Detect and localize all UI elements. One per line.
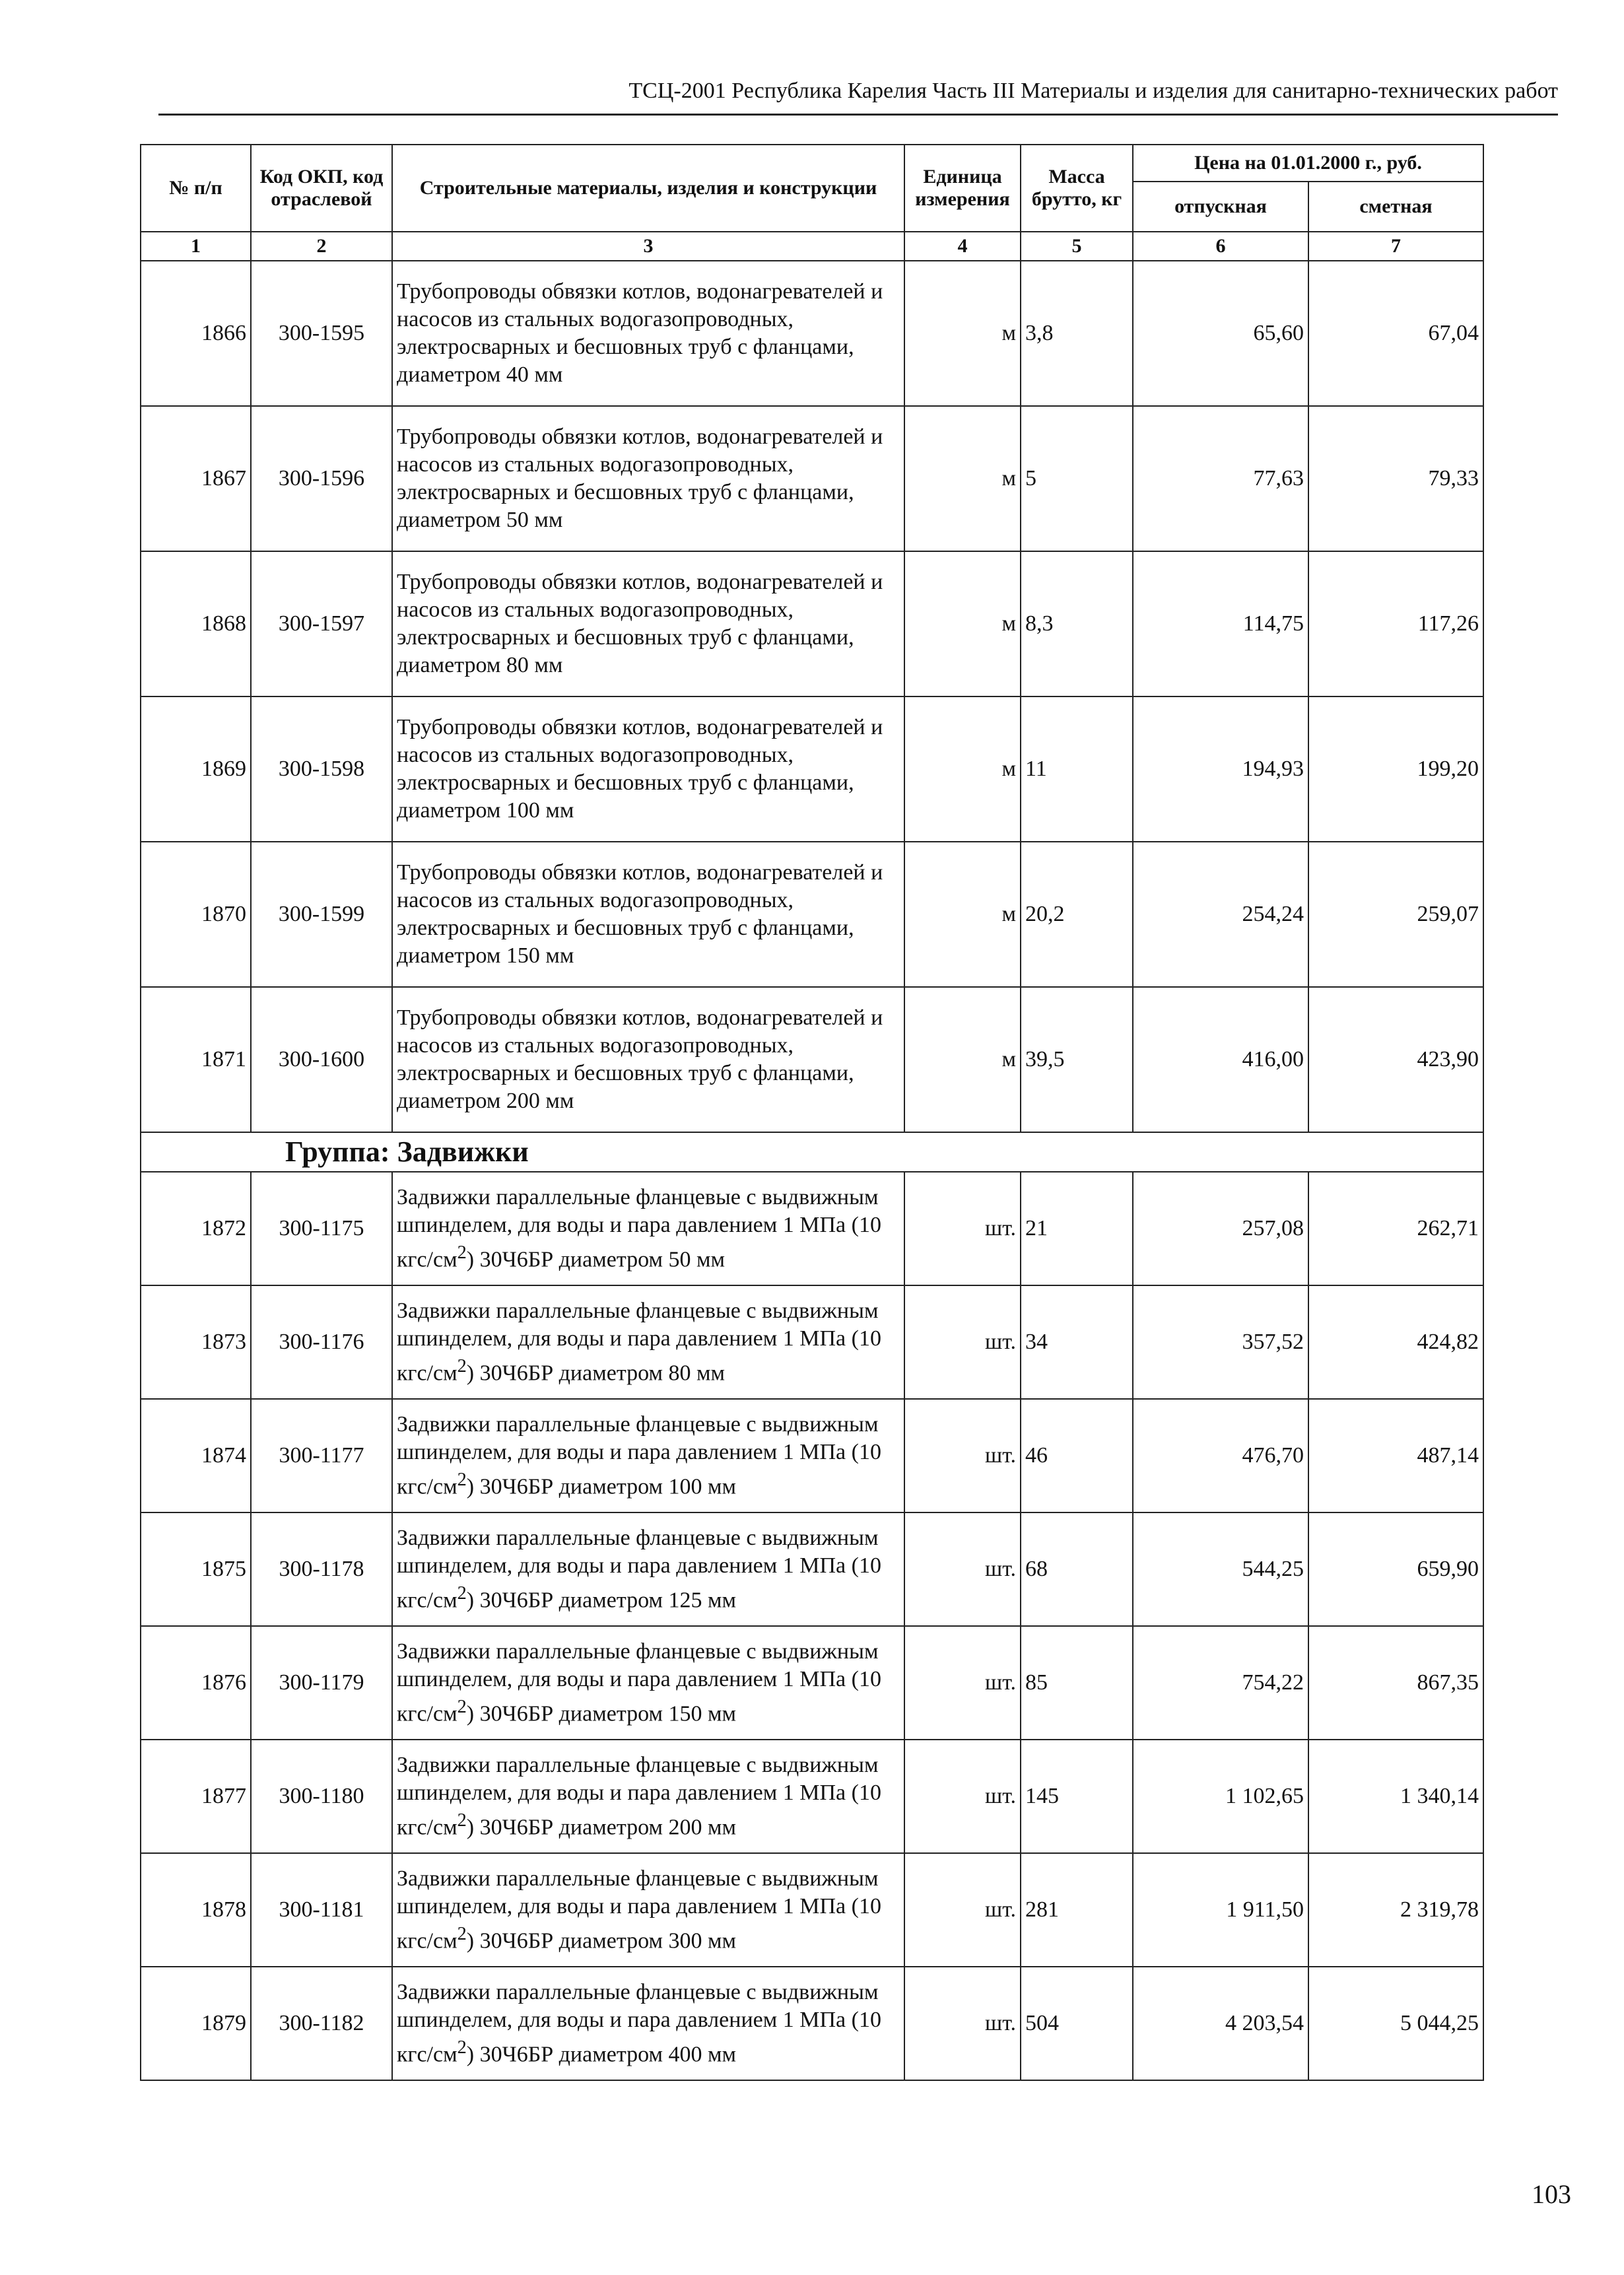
cell-num: 1874: [141, 1399, 251, 1512]
col-header-price-est: сметная: [1308, 182, 1483, 232]
cell-mass: 5: [1021, 406, 1133, 551]
desc-superscript: 2: [457, 1242, 467, 1263]
cell-price-est: 262,71: [1308, 1172, 1483, 1285]
table-row: [141, 1740, 1483, 1853]
cell-unit: м: [904, 551, 1021, 696]
cell-desc: Трубопроводы обвязки котлов, водонагревателей и насосов из стальных водогазопроводных, электросварных и бесшовных труб с фланцами, диаметром 100 мм: [392, 696, 904, 842]
desc-text-tail: ) 30Ч6БР диаметром 125 мм: [466, 1588, 736, 1613]
cell-code: 300-1176: [251, 1285, 392, 1399]
cell-num: 1879: [141, 1967, 251, 2080]
cell-mass: 504: [1021, 1967, 1133, 2080]
cell-mass: 34: [1021, 1285, 1133, 1399]
cell-unit: шт.: [904, 1399, 1021, 1512]
cell-desc: [392, 1285, 904, 1399]
cell-unit: шт.: [904, 1285, 1021, 1399]
desc-text: Задвижки параллельные фланцевые с выдвижным шпинделем, для воды и пара давлением 1 МПа (10 кгс/см: [397, 1866, 881, 1953]
cell-price-sale: 194,93: [1133, 696, 1308, 842]
cell-price-sale: 4 203,54: [1133, 1967, 1308, 2080]
cell-num: 1876: [141, 1626, 251, 1740]
cell-price-est: 424,82: [1308, 1285, 1483, 1399]
desc-text: Задвижки параллельные фланцевые с выдвижным шпинделем, для воды и пара давлением 1 МПа (10 кгс/см: [397, 1298, 881, 1386]
cell-price-est: 659,90: [1308, 1512, 1483, 1626]
cell-unit: м: [904, 987, 1021, 1132]
col-number: 3: [392, 232, 904, 261]
cell-desc: [392, 1399, 904, 1512]
col-header-mass: Масса брутто, кг: [1021, 145, 1133, 232]
cell-unit: м: [904, 406, 1021, 551]
cell-desc: Трубопроводы обвязки котлов, водонагревателей и насосов из стальных водогазопроводных, электросварных и бесшовных труб с фланцами, диаметром 50 мм: [392, 406, 904, 551]
cell-mass: 21: [1021, 1172, 1133, 1285]
cell-price-est: 423,90: [1308, 987, 1483, 1132]
group-row: [141, 1132, 1483, 1172]
cell-code: 300-1598: [251, 696, 392, 842]
cell-mass: 20,2: [1021, 842, 1133, 987]
cell-price-est: 79,33: [1308, 406, 1483, 551]
cell-unit: шт.: [904, 1172, 1021, 1285]
cell-mass: 46: [1021, 1399, 1133, 1512]
cell-num: 1878: [141, 1853, 251, 1967]
cell-code: 300-1179: [251, 1626, 392, 1740]
cell-price-est: 867,35: [1308, 1626, 1483, 1740]
cell-price-sale: 1 911,50: [1133, 1853, 1308, 1967]
cell-unit: шт.: [904, 1967, 1021, 2080]
cell-num: 1877: [141, 1740, 251, 1853]
col-number: 6: [1133, 232, 1308, 261]
table-row: [141, 1285, 1483, 1399]
col-header-code: Код ОКП, код отраслевой: [251, 145, 392, 232]
table-row: [141, 1512, 1483, 1626]
cell-num: 1868: [141, 551, 251, 696]
cell-num: 1866: [141, 261, 251, 406]
cell-price-sale: 357,52: [1133, 1285, 1308, 1399]
cell-unit: шт.: [904, 1853, 1021, 1967]
desc-superscript: 2: [457, 1582, 467, 1604]
cell-price-sale: 416,00: [1133, 987, 1308, 1132]
cell-price-est: 117,26: [1308, 551, 1483, 696]
cell-num: 1869: [141, 696, 251, 842]
cell-desc: [392, 1740, 904, 1853]
cell-price-sale: 65,60: [1133, 261, 1308, 406]
desc-text-tail: ) 30Ч6БР диаметром 300 мм: [466, 1928, 736, 1953]
cell-code: 300-1597: [251, 551, 392, 696]
cell-mass: 11: [1021, 696, 1133, 842]
cell-code: 300-1182: [251, 1967, 392, 2080]
cell-mass: 281: [1021, 1853, 1133, 1967]
table-row: [141, 987, 1483, 1132]
table-row: [141, 696, 1483, 842]
cell-desc: Трубопроводы обвязки котлов, водонагревателей и насосов из стальных водогазопроводных, электросварных и бесшовных труб с фланцами, диаметром 150 мм: [392, 842, 904, 987]
desc-superscript: 2: [457, 2037, 467, 2058]
cell-price-est: 199,20: [1308, 696, 1483, 842]
desc-text: Задвижки параллельные фланцевые с выдвижным шпинделем, для воды и пара давлением 1 МПа (10 кгс/см: [397, 1525, 881, 1613]
cell-code: 300-1599: [251, 842, 392, 987]
cell-price-sale: 257,08: [1133, 1172, 1308, 1285]
cell-price-est: 5 044,25: [1308, 1967, 1483, 2080]
desc-text-tail: ) 30Ч6БР диаметром 150 мм: [466, 1701, 736, 1726]
cell-code: 300-1178: [251, 1512, 392, 1626]
cell-price-est: 67,04: [1308, 261, 1483, 406]
cell-num: 1867: [141, 406, 251, 551]
cell-mass: 3,8: [1021, 261, 1133, 406]
cell-num: 1871: [141, 987, 251, 1132]
desc-text-tail: ) 30Ч6БР диаметром 200 мм: [466, 1815, 736, 1840]
desc-text-tail: ) 30Ч6БР диаметром 100 мм: [466, 1474, 736, 1499]
desc-text: Задвижки параллельные фланцевые с выдвижным шпинделем, для воды и пара давлением 1 МПа (10 кгс/см: [397, 1184, 881, 1272]
cell-num: 1872: [141, 1172, 251, 1285]
cell-price-sale: 476,70: [1133, 1399, 1308, 1512]
group-heading-cell: [141, 1132, 1483, 1172]
table-row: [141, 1853, 1483, 1967]
col-number: 5: [1021, 232, 1133, 261]
group-title: Группа: Задвижки: [285, 1136, 529, 1168]
column-number-row: [141, 232, 1483, 261]
col-number: 2: [251, 232, 392, 261]
desc-text-tail: ) 30Ч6БР диаметром 80 мм: [466, 1361, 725, 1386]
cell-price-sale: 254,24: [1133, 842, 1308, 987]
desc-superscript: 2: [457, 1469, 467, 1490]
col-number: 1: [141, 232, 251, 261]
table-row: [141, 261, 1483, 406]
cell-desc: [392, 1967, 904, 2080]
cell-mass: 145: [1021, 1740, 1133, 1853]
cell-num: 1870: [141, 842, 251, 987]
cell-num: 1875: [141, 1512, 251, 1626]
cell-unit: м: [904, 842, 1021, 987]
cell-num: 1873: [141, 1285, 251, 1399]
cell-code: 300-1596: [251, 406, 392, 551]
cell-desc: Трубопроводы обвязки котлов, водонагревателей и насосов из стальных водогазопроводных, электросварных и бесшовных труб с фланцами, диаметром 200 мм: [392, 987, 904, 1132]
table-row: [141, 842, 1483, 987]
cell-desc: Трубопроводы обвязки котлов, водонагревателей и насосов из стальных водогазопроводных, электросварных и бесшовных труб с фланцами, диаметром 40 мм: [392, 261, 904, 406]
cell-desc: [392, 1512, 904, 1626]
cell-price-sale: 1 102,65: [1133, 1740, 1308, 1853]
page-number: 103: [1532, 2179, 1571, 2209]
desc-superscript: 2: [457, 1696, 467, 1717]
table-row: [141, 1626, 1483, 1740]
cell-code: 300-1177: [251, 1399, 392, 1512]
desc-superscript: 2: [457, 1355, 467, 1376]
cell-price-est: 1 340,14: [1308, 1740, 1483, 1853]
cell-unit: м: [904, 696, 1021, 842]
cell-desc: [392, 1626, 904, 1740]
col-header-num: № п/п: [141, 145, 251, 232]
col-header-price-sale: отпускная: [1133, 182, 1308, 232]
cell-desc: Трубопроводы обвязки котлов, водонагревателей и насосов из стальных водогазопроводных, электросварных и бесшовных труб с фланцами, диаметром 80 мм: [392, 551, 904, 696]
cell-unit: шт.: [904, 1740, 1021, 1853]
desc-text: Задвижки параллельные фланцевые с выдвижным шпинделем, для воды и пара давлением 1 МПа (10 кгс/см: [397, 1979, 881, 2067]
cell-unit: м: [904, 261, 1021, 406]
cell-mass: 8,3: [1021, 551, 1133, 696]
cell-price-sale: 114,75: [1133, 551, 1308, 696]
cell-desc: [392, 1172, 904, 1285]
desc-superscript: 2: [457, 1923, 467, 1944]
desc-superscript: 2: [457, 1810, 467, 1831]
cell-price-est: 487,14: [1308, 1399, 1483, 1512]
cell-price-sale: 544,25: [1133, 1512, 1308, 1626]
col-header-unit: Единица измерения: [904, 145, 1021, 232]
cell-price-sale: 754,22: [1133, 1626, 1308, 1740]
cell-price-est: 259,07: [1308, 842, 1483, 987]
cell-mass: 68: [1021, 1512, 1133, 1626]
table-row: [141, 551, 1483, 696]
table-row: [141, 1967, 1483, 2080]
desc-text: Задвижки параллельные фланцевые с выдвижным шпинделем, для воды и пара давлением 1 МПа (10 кгс/см: [397, 1639, 881, 1726]
table-row: [141, 406, 1483, 551]
desc-text-tail: ) 30Ч6БР диаметром 400 мм: [466, 2042, 736, 2067]
cell-code: 300-1595: [251, 261, 392, 406]
price-table: [140, 144, 1484, 2081]
cell-unit: шт.: [904, 1626, 1021, 1740]
cell-price-sale: 77,63: [1133, 406, 1308, 551]
col-header-desc: Строительные материалы, изделия и конструкции: [392, 145, 904, 232]
col-number: 4: [904, 232, 1021, 261]
page-header: ТСЦ-2001 Республика Карелия Часть III Материалы и изделия для санитарно-технических работ: [628, 79, 1558, 103]
col-header-price-group: Цена на 01.01.2000 г., руб.: [1133, 145, 1483, 182]
table-header-row: [141, 145, 1483, 182]
cell-price-est: 2 319,78: [1308, 1853, 1483, 1967]
desc-text-tail: ) 30Ч6БР диаметром 50 мм: [466, 1247, 725, 1272]
desc-text: Задвижки параллельные фланцевые с выдвижным шпинделем, для воды и пара давлением 1 МПа (10 кгс/см: [397, 1411, 881, 1499]
cell-code: 300-1180: [251, 1740, 392, 1853]
cell-mass: 85: [1021, 1626, 1133, 1740]
cell-unit: шт.: [904, 1512, 1021, 1626]
cell-code: 300-1600: [251, 987, 392, 1132]
cell-code: 300-1175: [251, 1172, 392, 1285]
desc-text: Задвижки параллельные фланцевые с выдвижным шпинделем, для воды и пара давлением 1 МПа (10 кгс/см: [397, 1752, 881, 1840]
table-row: [141, 1399, 1483, 1512]
cell-desc: [392, 1853, 904, 1967]
cell-code: 300-1181: [251, 1853, 392, 1967]
col-number: 7: [1308, 232, 1483, 261]
header-rule: [158, 114, 1558, 116]
cell-mass: 39,5: [1021, 987, 1133, 1132]
table-row: [141, 1172, 1483, 1285]
